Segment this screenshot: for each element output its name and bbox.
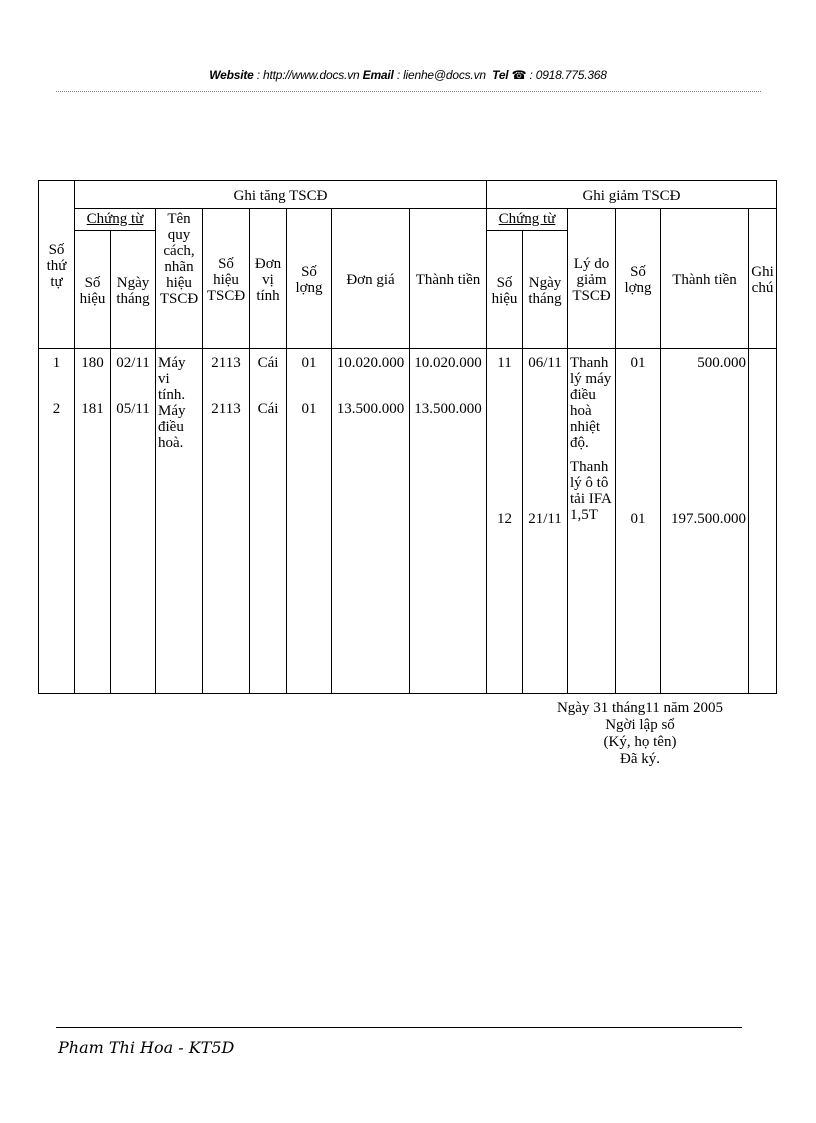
website-label: Website <box>209 68 254 82</box>
increase-voucher-header: Chứng từ <box>75 209 156 231</box>
voucher-date-cell: 02/11 05/11 <box>111 349 156 694</box>
note-header: Ghi chú <box>749 209 777 349</box>
reason-header: Lý do giảm TSCĐ <box>568 209 616 349</box>
asset-name-header: Tên quy cách, nhãn hiệu TSCĐ <box>156 209 203 349</box>
footer-author: Pham Thi Hoa - KT5D <box>58 1038 235 1057</box>
asset-code-cell: 2113 2113 <box>203 349 250 694</box>
asset-ledger-table <box>38 180 777 694</box>
asset-code-header: Số hiệu TSCĐ <box>203 209 250 349</box>
voucher-number-header: Số hiệu <box>75 231 111 349</box>
unit-header: Đơn vị tính <box>250 209 287 349</box>
tel-number: : 0918.775.368 <box>529 68 607 82</box>
reason-cell: Thanh lý máy điều hoà nhiệt độ. Thanh lý ô tô tải IFA 1,5T <box>568 349 616 694</box>
voucher-date-header: Ngày tháng <box>111 231 156 349</box>
table-row <box>39 349 777 694</box>
email-label: Email <box>362 68 394 82</box>
footer-divider <box>56 1027 742 1028</box>
decrease-voucher-number-header: Số hiệu <box>487 231 523 349</box>
unit-cell: Cái Cái <box>250 349 287 694</box>
website-url[interactable]: : http://www.docs.vn <box>256 68 360 82</box>
decrease-amount-cell: 500.000 197.500.000 <box>661 349 749 694</box>
email-address[interactable]: : lienhe@docs.vn <box>396 68 486 82</box>
decrease-group-header: Ghi giảm TSCĐ <box>487 181 777 209</box>
asset-name-cell: Máy vi tính. Máy điều hoà. <box>156 349 203 694</box>
page-header <box>0 68 816 82</box>
signature-instruction: (Ký, họ tên) <box>603 734 677 750</box>
signature-role: Ngời lập sổ <box>605 717 675 733</box>
decrease-quantity-header: Số lợng <box>616 209 661 349</box>
stt-cell: 1 2 <box>39 349 75 694</box>
decrease-voucher-date-header: Ngày tháng <box>523 231 568 349</box>
unit-price-header: Đơn giá <box>332 209 410 349</box>
decrease-quantity-cell: 01 01 <box>616 349 661 694</box>
stt-header: Số thứ tự <box>39 181 75 349</box>
header-divider <box>56 91 761 92</box>
amount-header: Thành tiền <box>410 209 487 349</box>
phone-icon: ☎ <box>511 68 527 82</box>
signature-block <box>540 700 740 768</box>
decrease-voucher-number-cell: 11 12 <box>487 349 523 694</box>
unit-price-cell: 10.020.000 13.500.000 <box>332 349 410 694</box>
tel-label: Tel <box>492 68 509 82</box>
signature-status: Đã ký. <box>620 751 660 767</box>
decrease-voucher-date-cell: 06/11 21/11 <box>523 349 568 694</box>
increase-group-header: Ghi tăng TSCĐ <box>75 181 487 209</box>
voucher-number-cell: 180 181 <box>75 349 111 694</box>
quantity-header: Số lợng <box>287 209 332 349</box>
quantity-cell: 01 01 <box>287 349 332 694</box>
signature-date: Ngày 31 tháng11 năm 2005 <box>556 700 724 716</box>
decrease-voucher-header: Chứng từ <box>487 209 568 231</box>
amount-cell: 10.020.000 13.500.000 <box>410 349 487 694</box>
decrease-amount-header: Thành tiền <box>661 209 749 349</box>
note-cell <box>749 349 777 694</box>
